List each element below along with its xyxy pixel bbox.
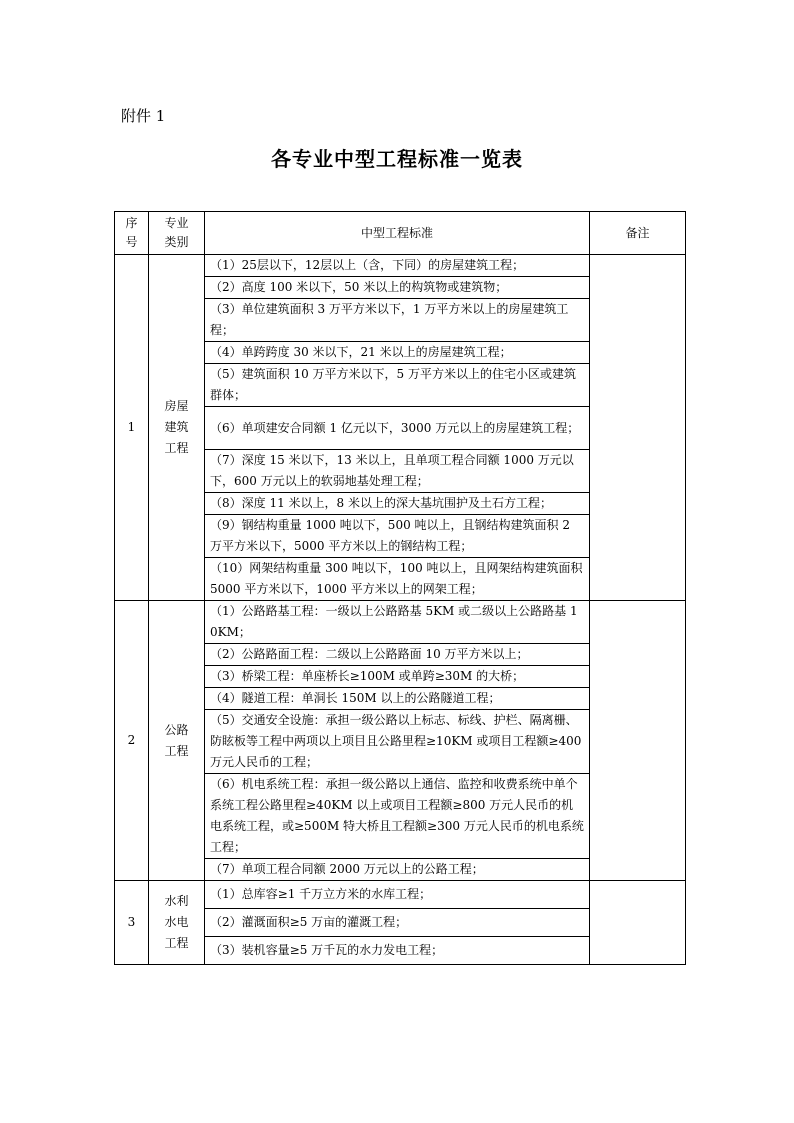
table-row (115, 255, 686, 277)
group-seq-cell: 2 (115, 601, 149, 881)
header-seq-label-2: 号 (125, 235, 138, 249)
header-category (149, 212, 205, 255)
group-seq-cell: 3 (115, 881, 149, 965)
header-remarks: 备注 (590, 212, 686, 255)
criteria-cell: （4）单跨跨度 30 米以下，21 米以上的房屋建筑工程； (205, 342, 590, 364)
header-category-label-2: 类别 (164, 235, 189, 249)
table-body (115, 255, 686, 965)
criteria-cell: （1）25层以下，12层以上（含，下同）的房屋建筑工程； (205, 255, 590, 277)
criteria-cell: （2）高度 100 米以下，50 米以上的构筑物或建筑物； (205, 277, 590, 299)
criteria-cell: （2）灌溉面积≥5 万亩的灌溉工程； (205, 909, 590, 937)
table-row (115, 881, 686, 909)
attachment-label: 附件 1 (121, 107, 166, 125)
criteria-cell: （2）公路路面工程：二级以上公路路面 10 万平方米以上； (205, 644, 590, 666)
header-seq (115, 212, 149, 255)
standards-table (114, 211, 686, 965)
criteria-cell: （3）桥梁工程：单座桥长≥100M 或单跨≥30M 的大桥； (205, 666, 590, 688)
group-category-cell: 房屋 建筑 工程 (149, 255, 205, 601)
document-title: 各专业中型工程标准一览表 (271, 147, 523, 171)
remarks-cell (590, 255, 686, 601)
header-seq-label: 序 (125, 216, 138, 230)
remarks-cell (590, 881, 686, 965)
group-category-cell: 水利 水电 工程 (149, 881, 205, 965)
criteria-cell: （7）深度 15 米以下，13 米以上，且单项工程合同额 1000 万元以下，600 万元以上的软弱地基处理工程； (205, 450, 590, 493)
criteria-cell: （8）深度 11 米以上，8 米以上的深大基坑围护及土石方工程； (205, 493, 590, 515)
criteria-cell: （6）单项建安合同额 1 亿元以下，3000 万元以上的房屋建筑工程； (205, 407, 590, 450)
criteria-cell: （4）隧道工程：单洞长 150M 以上的公路隧道工程； (205, 688, 590, 710)
remarks-cell (590, 601, 686, 881)
criteria-cell: （6）机电系统工程：承担一级公路以上通信、监控和收费系统中单个系统工程公路里程≥40KM 以上或项目工程额≥800 万元人民币的机电系统工程，或≥500M 特大桥且工程额≥300 万元人民币的机电系统工程； (205, 774, 590, 859)
table-header-row (115, 212, 686, 255)
header-criteria: 中型工程标准 (205, 212, 590, 255)
group-seq-cell: 1 (115, 255, 149, 601)
table-row (115, 601, 686, 644)
criteria-cell: （5）交通安全设施：承担一级公路以上标志、标线、护栏、隔离栅、防眩板等工程中两项以上项目且公路里程≥10KM 或项目工程额≥400 万元人民币的工程； (205, 710, 590, 774)
criteria-cell: （3）装机容量≥5 万千瓦的水力发电工程； (205, 937, 590, 965)
group-category-cell: 公路 工程 (149, 601, 205, 881)
criteria-cell: （5）建筑面积 10 万平方米以下，5 万平方米以上的住宅小区或建筑群体； (205, 364, 590, 407)
criteria-cell: （9）钢结构重量 1000 吨以下，500 吨以上，且钢结构建筑面积 2 万平方米以下，5000 平方米以上的钢结构工程； (205, 515, 590, 558)
criteria-cell: （3）单位建筑面积 3 万平方米以下，1 万平方米以上的房屋建筑工程； (205, 299, 590, 342)
header-category-label: 专业 (164, 216, 189, 230)
criteria-cell: （7）单项工程合同额 2000 万元以上的公路工程； (205, 859, 590, 881)
criteria-cell: （10）网架结构重量 300 吨以下，100 吨以上，且网架结构建筑面积 5000 平方米以下，1000 平方米以上的网架工程； (205, 558, 590, 601)
criteria-cell: （1）总库容≥1 千万立方米的水库工程； (205, 881, 590, 909)
criteria-cell: （1）公路路基工程：一级以上公路路基 5KM 或二级以上公路路基 10KM； (205, 601, 590, 644)
